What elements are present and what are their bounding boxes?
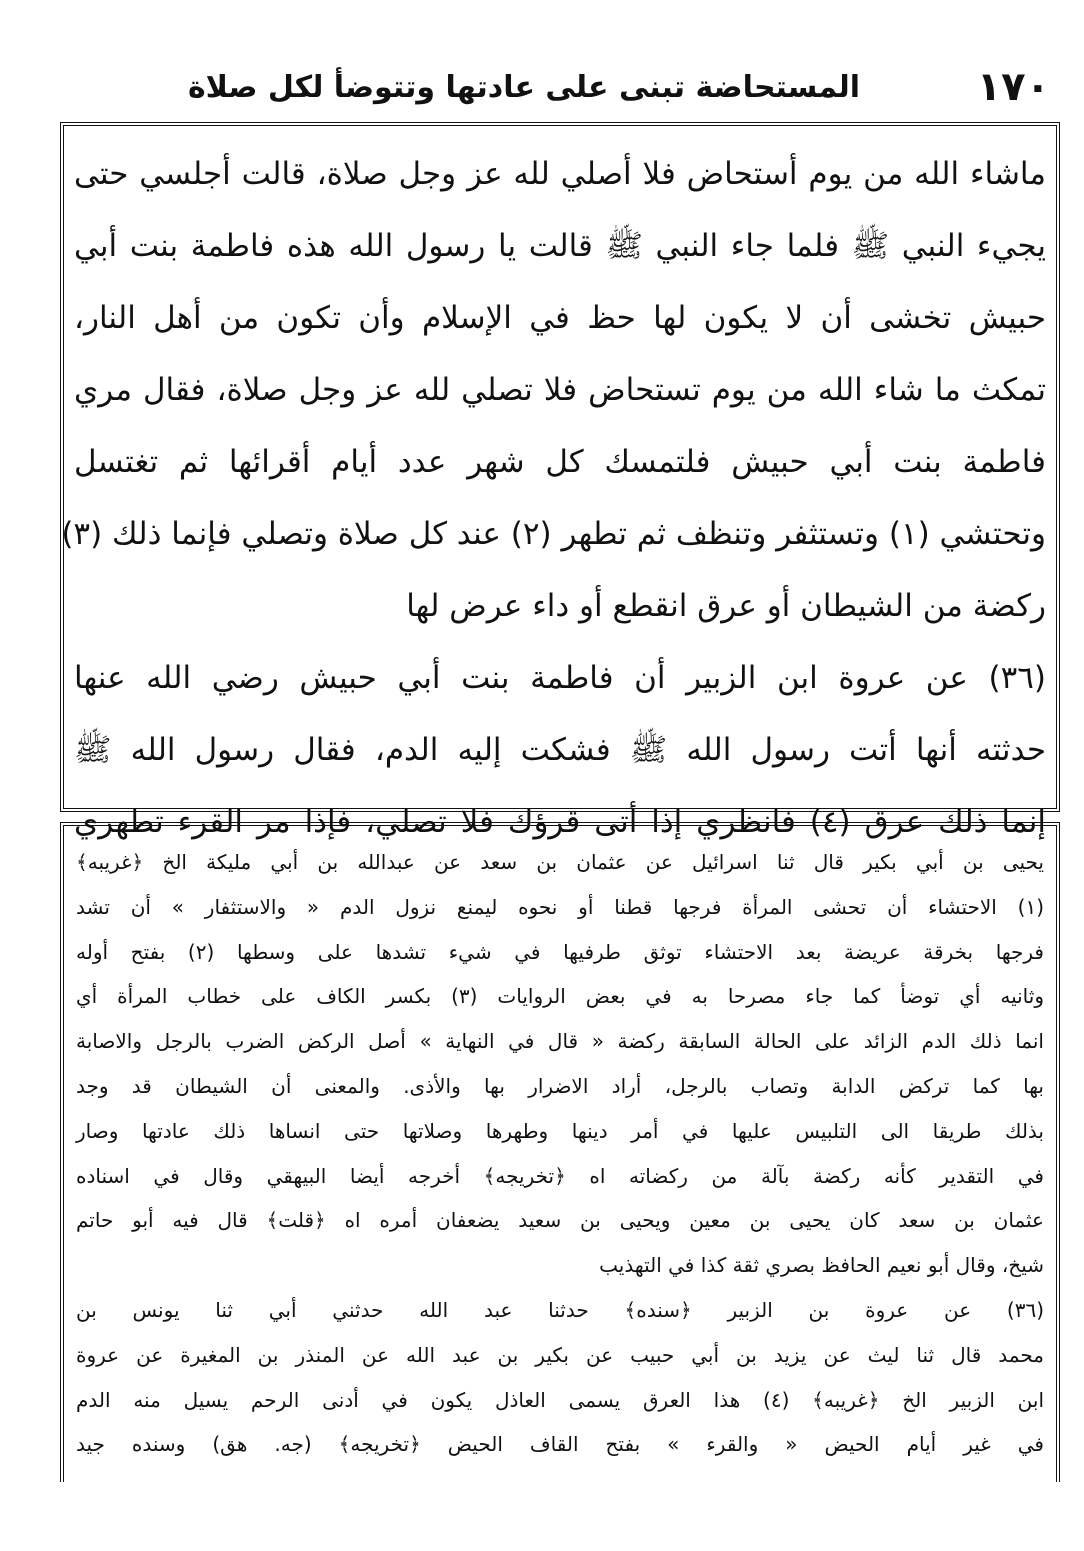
text-line: حبيش تخشى أن لا يكون لها حظ في الإسلام وأن تكون من أهل النار، [74, 300, 1046, 336]
text-line: إنما ذلك عرق (٤) فانظري إذا أتى قرؤك فلا تصلي، فإذا مر القرء تطهري [74, 804, 1047, 840]
commentary-text [76, 840, 1044, 1482]
text-line: يجيء النبي ﷺ فلما جاء النبي ﷺ قالت يا رسول الله هذه فاطمة بنت أبي [74, 228, 1046, 264]
text-line: فاطمة بنت أبي حبيش فلتمسك كل شهر عدد أيام أقرائها ثم تغتسل [74, 444, 1046, 480]
commentary-line: انما ذلك الدم الزائد على الحالة السابقة ركضة « قال في النهاية » أصل الركض الضرب بالرجل والاصابة [76, 1029, 1044, 1054]
text-line: ماشاء الله من يوم أستحاض فلا أصلي لله عز وجل صلاة، قالت أجلسي حتى [74, 156, 1046, 192]
commentary-line: عثمان بن سعد كان يحيى بن معين ويحيى بن سعيد يضعفان أمره اه ﴿قلت﴾ قال فيه أبو حاتم [76, 1208, 1044, 1233]
commentary-line: فرجها بخرقة عريضة بعد الاحتشاء توثق طرفيها في شيء تشدها على وسطها (٢) بفتح أوله [76, 939, 1044, 964]
hadith-text-frame [60, 122, 1060, 840]
commentary-line: محمد قال ثنا ليث عن يزيد بن أبي حبيب عن بكير بن عبد الله عن المنذر بن المغيرة عن عروة [76, 1342, 1044, 1367]
commentary-line: (١) الاحتشاء أن تحشى المرأة فرجها قطنا أو نحوه ليمنع نزول الدم « والاستثفار » أن تشد [76, 894, 1044, 919]
running-title: المستحاضة تبنى على عادتها وتتوضأ لكل صلاة [187, 70, 860, 105]
commentary-frame [60, 822, 1060, 1482]
text-line: وتحتشي (١) وتستثفر وتنظف ثم تطهر (٢) عند كل صلاة وتصلي فإنما ذلك (٣) [61, 516, 1046, 552]
commentary-line: (٣٦) عن عروة بن الزبير ﴿سنده﴾ حدثنا عبد الله حدثني أبي ثنا يونس بن [76, 1297, 1044, 1322]
commentary-line: شيخ، وقال أبو نعيم الحافظ بصري ثقة كذا في التهذيب [599, 1253, 1044, 1278]
commentary-line: يحيى بن أبي بكير قال ثنا اسرائيل عن عثمان بن سعد عن عبدالله بن أبي مليكة الخ ﴿غريبه﴾ [76, 850, 1044, 874]
commentary-line: ابن الزبير الخ ﴿غريبه﴾ (٤) هذا العرق يسمى العاذل يكون في أدنى الرحم يسيل منه الدم [76, 1387, 1045, 1412]
page-number: ١٧٠ [976, 64, 1050, 110]
text-line: ركضة من الشيطان أو عرق انقطع أو داء عرض لها [406, 588, 1046, 624]
commentary-line: في غير أيام الحيض « والقرء » بفتح القاف الحيض ﴿تخريجه﴾ (جه. هق) وسنده جيد [76, 1432, 1044, 1457]
hadith-text [61, 138, 1047, 840]
text-line: (٣٦) عن عروة ابن الزبير أن فاطمة بنت أبي حبيش رضي الله عنها [74, 660, 1046, 696]
commentary-line: بها كما تركض الدابة وتصاب بالرجل، أراد الاضرار بها والأذى. والمعنى أن الشيطان قد وجد [76, 1073, 1044, 1098]
text-line: تمكث ما شاء الله من يوم تستحاض فلا تصلي لله عز وجل صلاة، فقال مري [74, 372, 1046, 408]
commentary-line: في التقدير كأنه ركضة بآلة من ركضاته اه ﴿تخريجه﴾ أخرجه أيضا البيهقي وقال في اسناده [76, 1163, 1044, 1188]
commentary-line: وثانيه أي توضأ كما جاء مصرحا به في بعض الروايات (٣) بكسر الكاف على خطاب المرأة أي [76, 984, 1044, 1009]
commentary-line: بذلك طريقا الى التلبيس عليها في أمر دينها وطهرها وصلاتها حتى انساها ذلك عادتها وصار [76, 1118, 1044, 1143]
text-line: حدثته أنها أتت رسول الله ﷺ فشكت إليه الدم، فقال رسول الله ﷺ [74, 732, 1046, 768]
page-header [70, 60, 1070, 118]
